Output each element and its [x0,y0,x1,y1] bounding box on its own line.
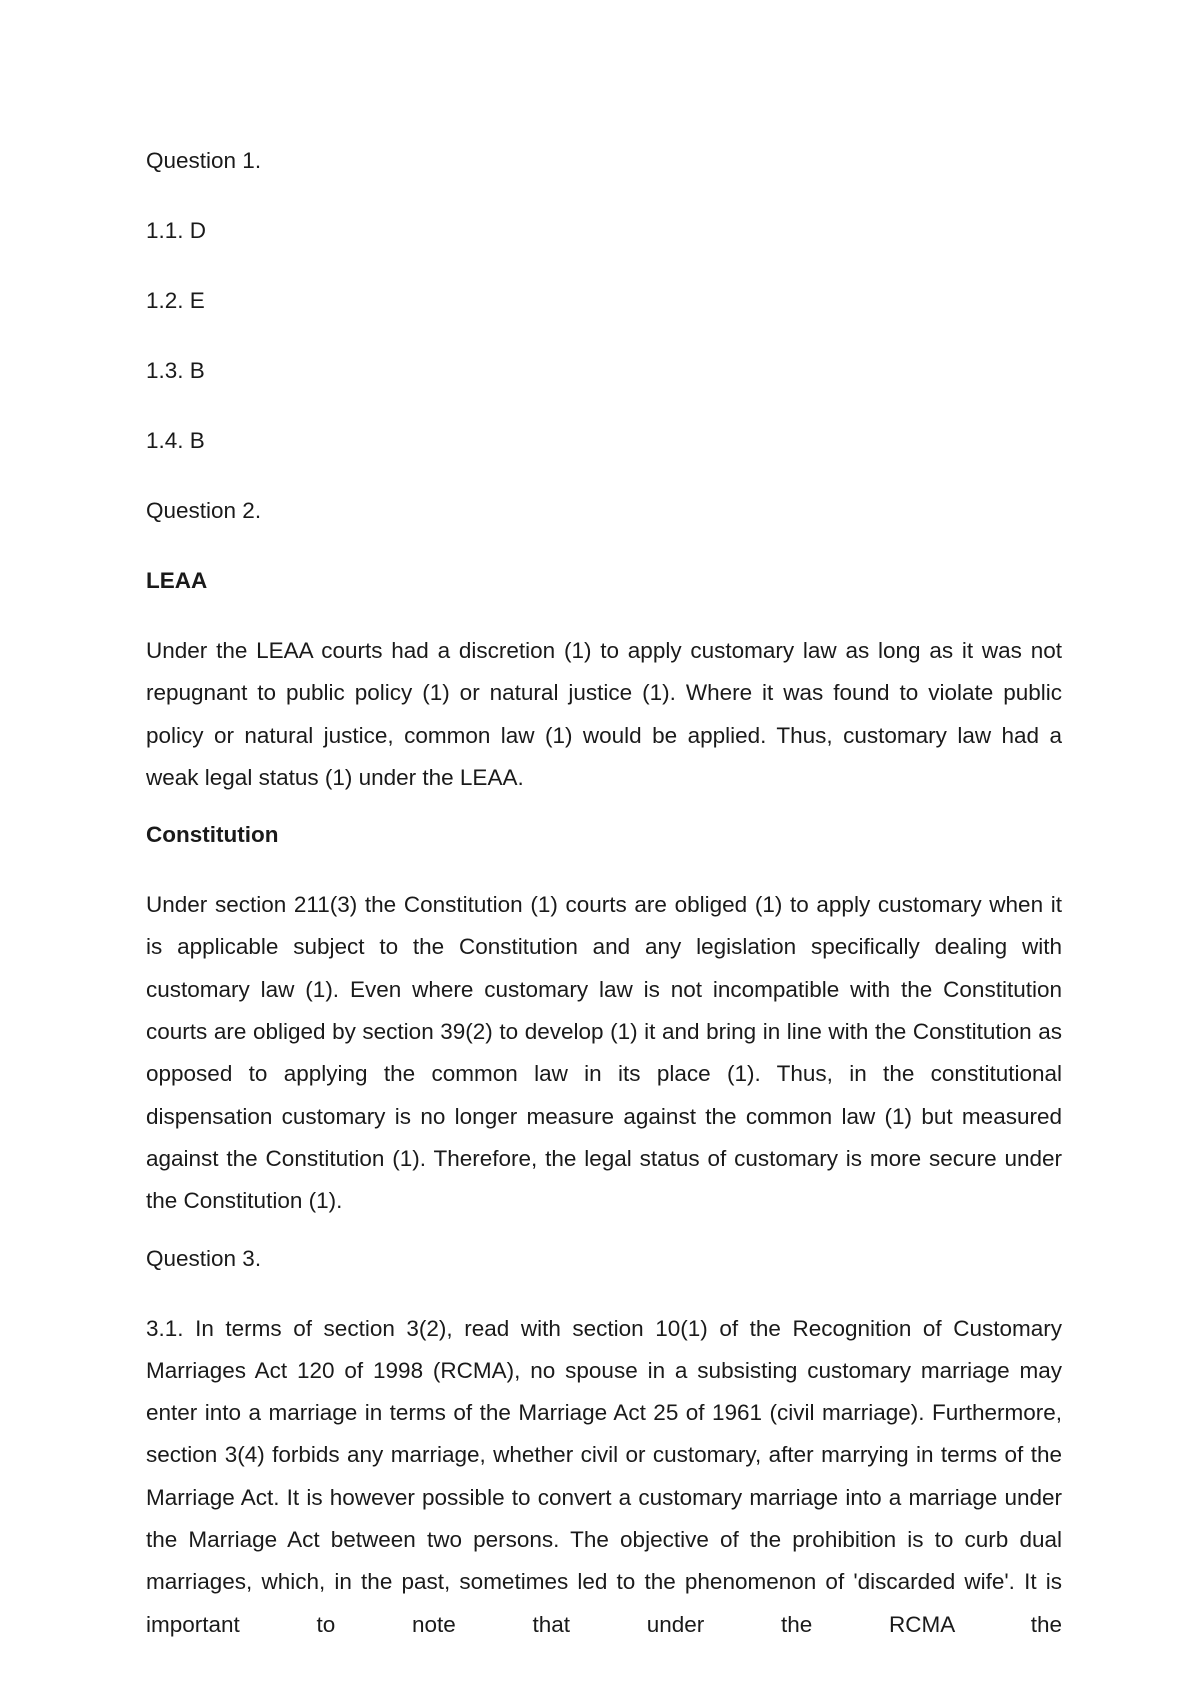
answer-1-4: 1.4. B [146,428,205,453]
question-1-heading: Question 1. [146,148,262,173]
answer-1-3: 1.3. B [146,358,205,383]
question-3-heading: Question 3. [146,1245,262,1271]
answer-1-1: 1.1. D [146,218,207,243]
answer-1-2: 1.2. E [146,288,205,313]
constitution-paragraph: Under section 211(3) the Constitution (1) courts are obliged (1) to apply customary when it is applicable subject to the Constitution and any legislation specifically dealing with customary law (1). Even where customary law is not incompatible with the Constitution courts are obliged by section 39(2) to develop (1) it and bring in line with the Constitution as opposed to applying the common law in its place (1). Thus, in the constitutional dispensation customary is no longer measure against the common law (1) but measured against the Constitution (1). Therefore, the legal status of customary is more secure under the Constitution (1). [146,892,1062,1214]
leaa-heading: LEAA [146,568,208,593]
question-2-heading: Question 2. [146,498,262,523]
leaa-paragraph: Under the LEAA courts had a discretion (1) to apply customary law as long as it was not repugnant to public policy (1) or natural justice (1). Where it was found to violate public policy or natural justice, common law (1) would be applied. Thus, customary law had a weak legal status (1) under the LEAA. [146,638,1062,790]
question-3-paragraph: 3.1. In terms of section 3(2), read with section 10(1) of the Recognition of Customary Marriages Act 120 of 1998 (RCMA), no spouse in a subsisting customary marriage may enter into a marriage in terms of the Marriage Act 25 of 1961 (civil marriage). Furthermore, section 3(4) forbids any marriage, whether civil or customary, after marrying in terms of the Marriage Act. It is however possible to convert a customary marriage into a marriage under the Marriage Act between two persons. The objective of the prohibition is to curb dual marriages, which, in the past, sometimes led to the phenomenon of 'discarded wife'. It is important to note that under the RCMA the [146,1315,1062,1637]
document-body [146,140,1062,1661]
constitution-heading: Constitution [146,822,279,848]
